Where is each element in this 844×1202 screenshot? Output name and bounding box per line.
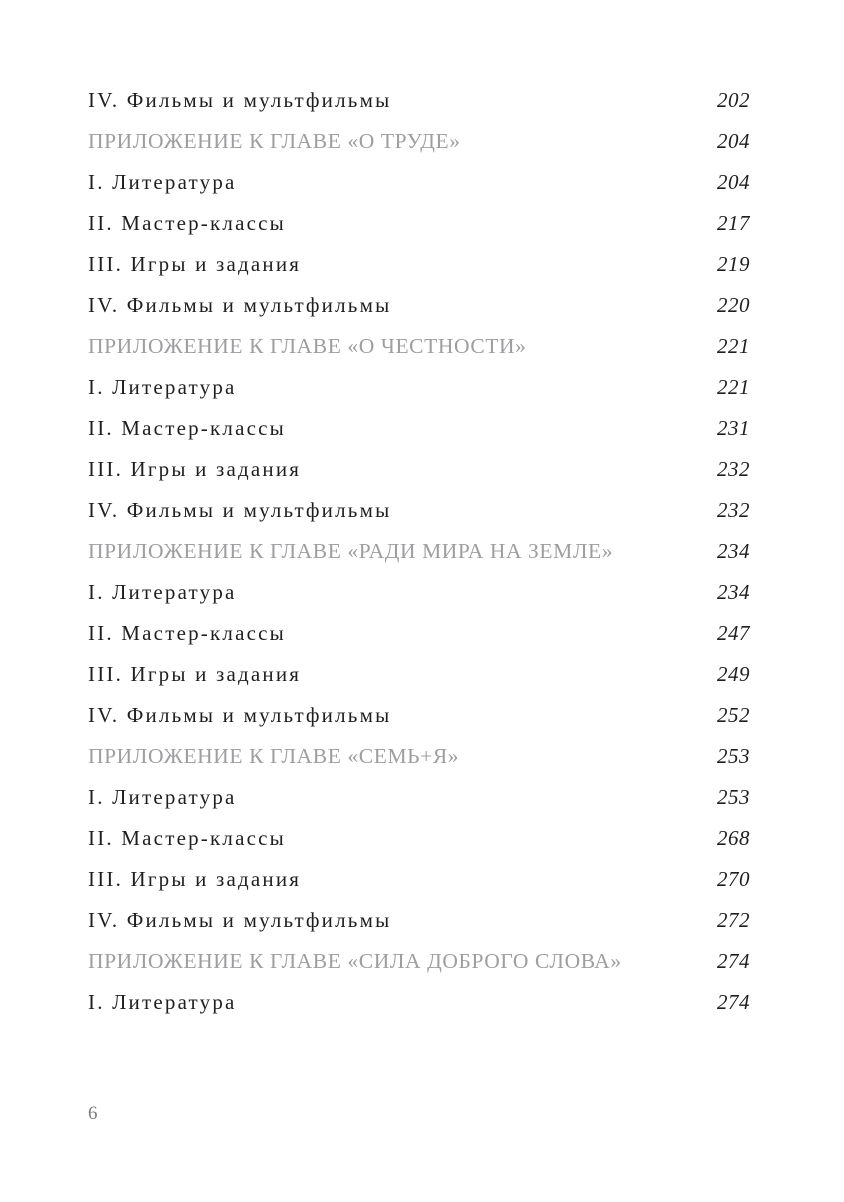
toc-row (88, 824, 750, 852)
toc-entry-label: ПРИЛОЖЕНИЕ К ГЛАВЕ «СЕМЬ+Я» (88, 744, 460, 768)
toc-entry-page-number: 221 (717, 375, 750, 399)
toc-row (88, 865, 750, 893)
toc-entry-page-number: 234 (717, 580, 750, 604)
toc-entry-label: ПРИЛОЖЕНИЕ К ГЛАВЕ «РАДИ МИРА НА ЗЕМЛЕ» (88, 539, 614, 563)
toc-entry-label: ПРИЛОЖЕНИЕ К ГЛАВЕ «О ТРУДЕ» (88, 129, 461, 153)
toc-entry-label: I. Литература (88, 580, 237, 604)
toc-section-header-row (88, 742, 750, 770)
toc-entry-label: III. Игры и задания (88, 457, 302, 481)
toc-row (88, 86, 750, 114)
toc-entry-page-number: 202 (717, 88, 750, 112)
toc-entry-page-number: 252 (717, 703, 750, 727)
toc-entry-page-number: 274 (717, 990, 750, 1014)
toc-entry-page-number: 221 (717, 334, 750, 358)
toc-row (88, 578, 750, 606)
toc-entry-label: II. Мастер-классы (88, 416, 286, 440)
toc-entry-label: IV. Фильмы и мультфильмы (88, 498, 392, 522)
toc-entry-page-number: 234 (717, 539, 750, 563)
toc-section-header-row (88, 332, 750, 360)
toc-entry-label: I. Литература (88, 170, 237, 194)
toc-entry-page-number: 272 (717, 908, 750, 932)
toc-section-header-row (88, 947, 750, 975)
toc-entry-page-number: 249 (717, 662, 750, 686)
toc-row (88, 988, 750, 1016)
toc-entry-page-number: 204 (717, 129, 750, 153)
toc-entry-page-number: 274 (717, 949, 750, 973)
toc-entry-label: III. Игры и задания (88, 252, 302, 276)
toc-entry-label: IV. Фильмы и мультфильмы (88, 703, 392, 727)
toc-entry-page-number: 217 (717, 211, 750, 235)
toc-row (88, 250, 750, 278)
toc-entry-page-number: 219 (717, 252, 750, 276)
toc-entry-page-number: 253 (717, 744, 750, 768)
toc-entry-label: I. Литература (88, 375, 237, 399)
toc-entry-label: II. Мастер-классы (88, 621, 286, 645)
toc-row (88, 209, 750, 237)
toc-entry-page-number: 247 (717, 621, 750, 645)
toc-entry-page-number: 231 (717, 416, 750, 440)
toc-row (88, 660, 750, 688)
toc-section-header-row (88, 127, 750, 155)
toc-section-header-row (88, 537, 750, 565)
toc-entry-label: I. Литература (88, 990, 237, 1014)
toc-row (88, 619, 750, 647)
toc-row (88, 168, 750, 196)
toc-row (88, 373, 750, 401)
toc-row (88, 906, 750, 934)
toc-entry-page-number: 204 (717, 170, 750, 194)
toc-entry-label: IV. Фильмы и мультфильмы (88, 88, 392, 112)
toc-entry-label: II. Мастер-классы (88, 826, 286, 850)
toc-row (88, 414, 750, 442)
toc-entry-label: II. Мастер-классы (88, 211, 286, 235)
toc-list (88, 86, 750, 1029)
toc-entry-label: ПРИЛОЖЕНИЕ К ГЛАВЕ «СИЛА ДОБРОГО СЛОВА» (88, 949, 622, 973)
toc-entry-label: ПРИЛОЖЕНИЕ К ГЛАВЕ «О ЧЕСТНОСТИ» (88, 334, 527, 358)
toc-entry-label: III. Игры и задания (88, 867, 302, 891)
toc-entry-label: IV. Фильмы и мультфильмы (88, 293, 392, 317)
toc-row (88, 496, 750, 524)
toc-row (88, 291, 750, 319)
toc-row (88, 701, 750, 729)
toc-entry-label: III. Игры и задания (88, 662, 302, 686)
toc-row (88, 455, 750, 483)
toc-entry-page-number: 253 (717, 785, 750, 809)
toc-entry-label: I. Литература (88, 785, 237, 809)
toc-entry-page-number: 268 (717, 826, 750, 850)
toc-entry-page-number: 220 (717, 293, 750, 317)
folio-page-number: 6 (88, 1103, 98, 1124)
toc-entry-page-number: 232 (717, 498, 750, 522)
toc-entry-page-number: 270 (717, 867, 750, 891)
toc-row (88, 783, 750, 811)
toc-entry-label: IV. Фильмы и мультфильмы (88, 908, 392, 932)
toc-entry-page-number: 232 (717, 457, 750, 481)
